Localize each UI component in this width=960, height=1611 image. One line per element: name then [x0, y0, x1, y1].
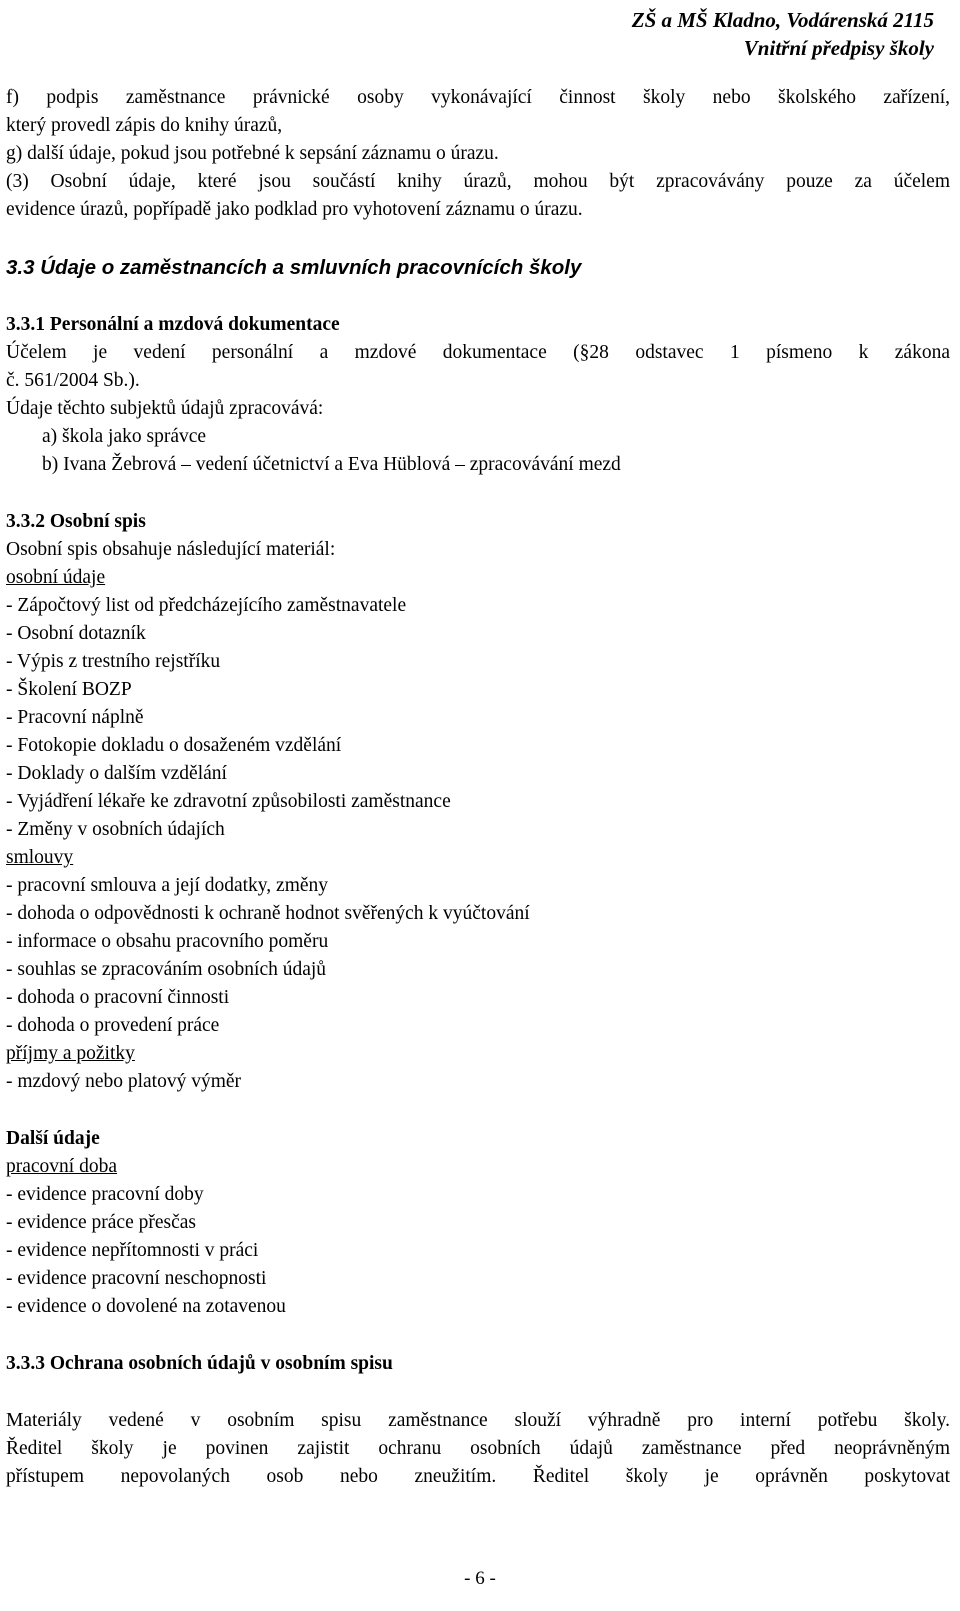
list-item: - Změny v osobních údajích	[6, 819, 225, 840]
header-school-name: ZŠ a MŠ Kladno, Vodárenská 2115	[631, 8, 934, 32]
list-item: - dohoda o odpovědnosti k ochraně hodnot svěřených k vyúčtování	[6, 903, 530, 924]
header-doc-title: Vnitřní předpisy školy	[743, 36, 934, 60]
s331-text-line3: Údaje těchto subjektů údajů zpracovává:	[6, 398, 324, 419]
item-g: g) další údaje, pokud jsou potřebné k sepsání záznamu o úrazu.	[6, 143, 499, 164]
category-pracovni-doba: pracovní doba	[6, 1156, 118, 1177]
list-item: - Vyjádření lékaře ke zdravotní způsobilosti zaměstnance	[6, 791, 451, 812]
list-item: - dohoda o provedení práce	[6, 1015, 220, 1036]
item-f-continued: který provedl zápis do knihy úrazů,	[6, 115, 283, 136]
list-item: - evidence práce přesčas	[6, 1212, 197, 1233]
list-item: - informace o obsahu pracovního poměru	[6, 931, 329, 952]
list-item: - evidence o dovolené na zotavenou	[6, 1296, 286, 1317]
list-item: - evidence pracovní neschopnosti	[6, 1268, 267, 1289]
list-item: - Doklady o dalším vzdělání	[6, 763, 227, 784]
list-item: - Zápočtový list od předcházejícího zaměstnavatele	[6, 595, 407, 616]
list-item: - pracovní smlouva a její dodatky, změny	[6, 875, 329, 896]
s331-text-line1: Účelem je vedení personální a mzdové dokumentace (§28 odstavec 1 písmeno k zákona	[6, 342, 950, 363]
heading-dalsi-udaje: Další údaje	[6, 1128, 100, 1149]
s331-item-b: b) Ivana Žebrová – vedení účetnictví a Eva Hüblová – zpracovávání mezd	[42, 454, 621, 475]
subsection-heading-3-3-1: 3.3.1 Personální a mzdová dokumentace	[6, 314, 340, 335]
list-item: - mzdový nebo platový výměr	[6, 1071, 242, 1092]
category-osobni-udaje: osobní údaje	[6, 567, 106, 588]
list-item: - Pracovní náplně	[6, 707, 144, 728]
s333-line2: Ředitel školy je povinen zajistit ochranu osobních údajů zaměstnance před neoprávněným	[6, 1438, 950, 1459]
subsection-heading-3-3-2: 3.3.2 Osobní spis	[6, 511, 146, 532]
category-smlouvy: smlouvy	[6, 847, 74, 868]
list-item: - dohoda o pracovní činnosti	[6, 987, 230, 1008]
list-item: - evidence pracovní doby	[6, 1184, 204, 1205]
list-item: - Osobní dotazník	[6, 623, 146, 644]
page-header	[632, 6, 934, 62]
s333-line3: přístupem nepovolaných osob nebo zneužitím. Ředitel školy je oprávněn poskytovat	[6, 1466, 950, 1487]
section-heading-3-3: 3.3 Údaje o zaměstnancích a smluvních pracovnících školy	[6, 256, 582, 279]
subsection-heading-3-3-3: 3.3.3 Ochrana osobních údajů v osobním spisu	[6, 1353, 393, 1374]
list-item: - evidence nepřítomnosti v práci	[6, 1240, 259, 1261]
s333-line1: Materiály vedené v osobním spisu zaměstnance slouží výhradně pro interní potřebu školy.	[6, 1410, 950, 1431]
s332-intro: Osobní spis obsahuje následující materiál:	[6, 539, 336, 560]
item-f: f) podpis zaměstnance právnické osoby vykonávající činnost školy nebo školského zařízení,	[6, 87, 950, 108]
paragraph-3-line2: evidence úrazů, popřípadě jako podklad pro vyhotovení záznamu o úrazu.	[6, 199, 583, 220]
list-item: - Fotokopie dokladu o dosaženém vzdělání	[6, 735, 342, 756]
s331-text-line2: č. 561/2004 Sb.).	[6, 370, 140, 391]
category-prijmy: příjmy a požitky	[6, 1043, 135, 1064]
page-number: - 6 -	[464, 1568, 496, 1589]
list-item: - souhlas se zpracováním osobních údajů	[6, 959, 327, 980]
list-item: - Školení BOZP	[6, 679, 132, 700]
s331-item-a: a) škola jako správce	[42, 426, 207, 447]
list-item: - Výpis z trestního rejstříku	[6, 651, 221, 672]
paragraph-3-line1: (3) Osobní údaje, které jsou součástí knihy úrazů, mohou být zpracovávány pouze za účelem	[6, 171, 950, 192]
